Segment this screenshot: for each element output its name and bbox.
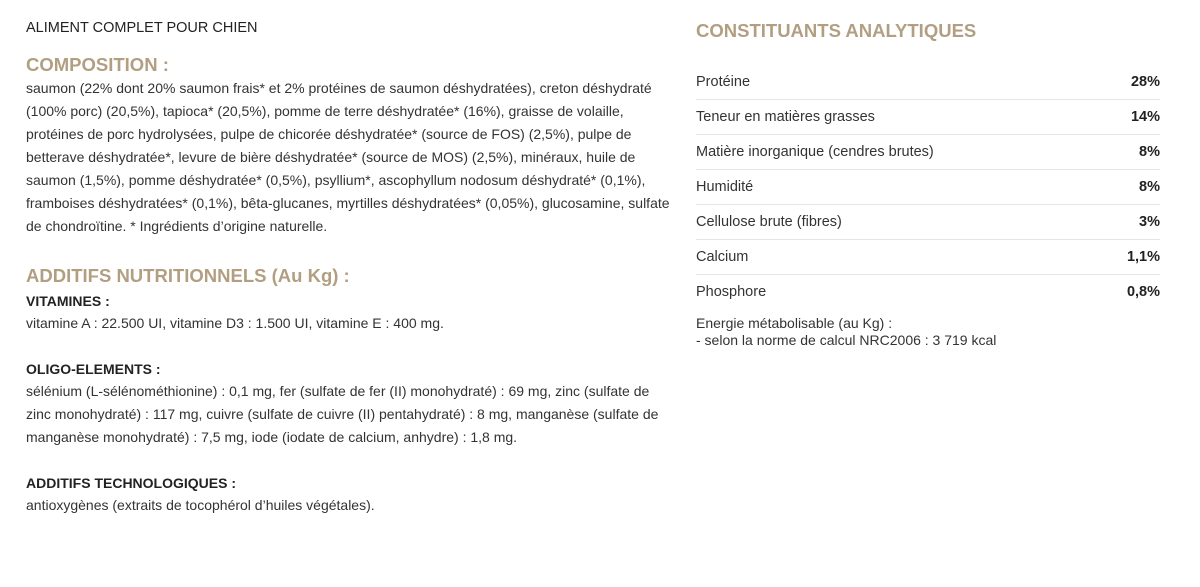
row-value: 8% bbox=[1139, 144, 1160, 160]
analytics-column bbox=[696, 18, 1160, 349]
table-row bbox=[696, 240, 1160, 275]
additifs-technologiques-heading: ADDITIFS TECHNOLOGIQUES : bbox=[26, 475, 236, 491]
oligo-elements-heading: OLIGO-ELEMENTS : bbox=[26, 361, 161, 377]
row-label: Protéine bbox=[696, 74, 751, 90]
vitamines-heading: VITAMINES : bbox=[26, 293, 110, 309]
row-label: Teneur en matières grasses bbox=[696, 109, 875, 125]
table-row bbox=[696, 205, 1160, 240]
composition-heading: COMPOSITION : bbox=[26, 54, 169, 75]
energy-label: Energie métabolisable (au Kg) : bbox=[696, 315, 893, 331]
row-value: 14% bbox=[1130, 109, 1160, 125]
product-type-label: ALIMENT COMPLET POUR CHIEN bbox=[26, 20, 258, 36]
table-row bbox=[696, 135, 1160, 170]
row-value: 28% bbox=[1130, 74, 1160, 90]
oligo-elements-text: sélénium (L-sélénométhionine) : 0,1 mg, fer (sulfate de fer (II) monohydraté) : 69 mg, zinc (sulfate de zinc monohydraté) : 117 mg, cuivre (sulfate de cuivre (II) pentahydraté) : 8 mg, manganèse (sulfate de manganèse monohydraté) : 7,5 mg, iode (iodate de calcium, anhydre) : 1,8 mg. bbox=[26, 383, 659, 445]
table-row bbox=[696, 275, 1160, 309]
energy-value: - selon la norme de calcul NRC2006 : 3 719 kcal bbox=[696, 332, 997, 348]
row-label: Calcium bbox=[696, 249, 749, 265]
vitamines-text: vitamine A : 22.500 UI, vitamine D3 : 1.500 UI, vitamine E : 400 mg. bbox=[26, 315, 444, 331]
additifs-technologiques-text: antioxygènes (extraits de tocophérol d’huiles végétales). bbox=[26, 497, 375, 513]
energy-note bbox=[696, 315, 1160, 349]
analytics-heading: CONSTITUANTS ANALYTIQUES bbox=[696, 20, 977, 41]
row-label: Phosphore bbox=[696, 284, 767, 300]
row-value: 8% bbox=[1139, 179, 1160, 195]
table-row bbox=[696, 100, 1160, 135]
composition-column bbox=[26, 18, 674, 517]
additifs-heading: ADDITIFS NUTRITIONNELS (Au Kg) : bbox=[26, 265, 350, 286]
row-value: 0,8% bbox=[1126, 284, 1160, 300]
row-label: Humidité bbox=[696, 179, 754, 195]
composition-text: saumon (22% dont 20% saumon frais* et 2% protéines de saumon déshydratées), creton déshydraté (100% porc) (20,5%), tapioca* (20,5%), pomme de terre déshydratée* (16%), graisse de volaille, protéines de porc hydrolysées, pulpe de chicorée déshydratée* (source de FOS) (2,5%), pulpe de betterave déshydratée*, levure de bière déshydratée* (source de MOS) (2,5%), minéraux, huile de saumon (1,5%), pomme déshydratée* (0,5%), psyllium*, ascophyllum nodosum déshydraté* (0,1%), framboises déshydratées* (0,1%), bêta-glucanes, myrtilles déshydratées* (0,05%), glucosamine, sulfate de chondroïtine. * Ingrédients d’origine naturelle. bbox=[26, 80, 670, 234]
row-value: 3% bbox=[1139, 214, 1160, 230]
row-value: 1,1% bbox=[1126, 249, 1160, 265]
table-row bbox=[696, 65, 1160, 100]
table-row bbox=[696, 170, 1160, 205]
analytics-table bbox=[696, 65, 1160, 309]
row-label: Cellulose brute (fibres) bbox=[696, 214, 842, 230]
row-label: Matière inorganique (cendres brutes) bbox=[696, 144, 934, 160]
